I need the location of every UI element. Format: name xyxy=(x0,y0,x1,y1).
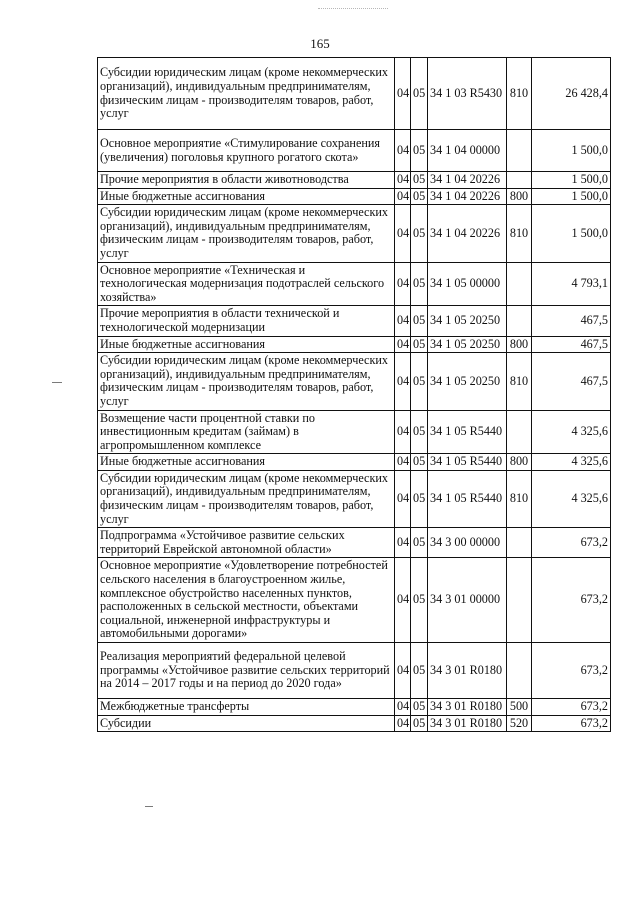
row-section: 04 xyxy=(395,188,411,205)
row-target-article: 34 3 00 00000 xyxy=(428,528,507,558)
row-target-article: 34 3 01 R0180 xyxy=(428,699,507,716)
margin-mark xyxy=(145,806,153,807)
row-section: 04 xyxy=(395,528,411,558)
scan-artifact xyxy=(318,8,388,15)
row-amount: 1 500,0 xyxy=(532,188,611,205)
row-expense-type: 520 xyxy=(507,715,532,732)
row-expense-type: 810 xyxy=(507,58,532,130)
table-row xyxy=(98,410,611,454)
row-section: 04 xyxy=(395,353,411,410)
row-name: Субсидии юридическим лицам (кроме некоммерческих организаций), индивидуальным предпринимателям, физическим лицам - производителям товаров, работ, услуг xyxy=(98,470,395,527)
row-amount: 673,2 xyxy=(532,715,611,732)
row-amount: 1 500,0 xyxy=(532,172,611,189)
row-amount: 673,2 xyxy=(532,699,611,716)
row-target-article: 34 1 04 20226 xyxy=(428,172,507,189)
table-row xyxy=(98,715,611,732)
row-section: 04 xyxy=(395,558,411,643)
row-amount: 26 428,4 xyxy=(532,58,611,130)
row-amount: 673,2 xyxy=(532,528,611,558)
row-section: 04 xyxy=(395,205,411,262)
row-name: Реализация мероприятий федеральной целевой программы «Устойчивое развитие сельских территорий на 2014 – 2017 годы и на период до 2020 года» xyxy=(98,643,395,699)
row-amount: 673,2 xyxy=(532,643,611,699)
row-expense-type: 810 xyxy=(507,470,532,527)
budget-table xyxy=(97,57,611,732)
row-target-article: 34 1 05 00000 xyxy=(428,262,507,306)
table-row xyxy=(98,699,611,716)
row-section: 04 xyxy=(395,172,411,189)
row-subsection: 05 xyxy=(411,336,428,353)
row-target-article: 34 1 03 R5430 xyxy=(428,58,507,130)
row-target-article: 34 1 05 R5440 xyxy=(428,454,507,471)
row-target-article: 34 1 05 R5440 xyxy=(428,410,507,454)
row-section: 04 xyxy=(395,58,411,130)
row-section: 04 xyxy=(395,306,411,336)
row-subsection: 05 xyxy=(411,188,428,205)
row-name: Субсидии xyxy=(98,715,395,732)
row-subsection: 05 xyxy=(411,470,428,527)
row-expense-type xyxy=(507,306,532,336)
row-name: Прочие мероприятия в области технической и технологической модернизации xyxy=(98,306,395,336)
row-name: Прочие мероприятия в области животноводства xyxy=(98,172,395,189)
row-subsection: 05 xyxy=(411,454,428,471)
row-subsection: 05 xyxy=(411,643,428,699)
row-target-article: 34 1 04 20226 xyxy=(428,205,507,262)
row-section: 04 xyxy=(395,715,411,732)
row-amount: 1 500,0 xyxy=(532,205,611,262)
table-row xyxy=(98,558,611,643)
row-expense-type xyxy=(507,643,532,699)
row-section: 04 xyxy=(395,262,411,306)
row-target-article: 34 3 01 R0180 xyxy=(428,643,507,699)
row-name: Возмещение части процентной ставки по инвестиционным кредитам (займам) в агропромышленном комплексе xyxy=(98,410,395,454)
row-name: Субсидии юридическим лицам (кроме некоммерческих организаций), индивидуальным предпринимателям, физическим лицам - производителям товаров, работ, услуг xyxy=(98,58,395,130)
row-expense-type xyxy=(507,558,532,643)
table-row xyxy=(98,643,611,699)
row-target-article: 34 1 05 20250 xyxy=(428,336,507,353)
row-target-article: 34 3 01 R0180 xyxy=(428,715,507,732)
row-subsection: 05 xyxy=(411,205,428,262)
row-amount: 467,5 xyxy=(532,353,611,410)
row-target-article: 34 1 05 20250 xyxy=(428,353,507,410)
row-subsection: 05 xyxy=(411,58,428,130)
row-subsection: 05 xyxy=(411,558,428,643)
row-subsection: 05 xyxy=(411,262,428,306)
row-expense-type xyxy=(507,410,532,454)
table-row xyxy=(98,130,611,172)
row-amount: 673,2 xyxy=(532,558,611,643)
row-name: Основное мероприятие «Техническая и технологическая модернизация подотраслей сельского хозяйства» xyxy=(98,262,395,306)
row-target-article: 34 1 04 00000 xyxy=(428,130,507,172)
row-subsection: 05 xyxy=(411,353,428,410)
row-name: Иные бюджетные ассигнования xyxy=(98,188,395,205)
row-subsection: 05 xyxy=(411,699,428,716)
row-amount: 467,5 xyxy=(532,336,611,353)
row-expense-type: 800 xyxy=(507,188,532,205)
row-amount: 4 325,6 xyxy=(532,470,611,527)
row-amount: 4 325,6 xyxy=(532,454,611,471)
table-row xyxy=(98,188,611,205)
table-row xyxy=(98,306,611,336)
row-subsection: 05 xyxy=(411,715,428,732)
row-section: 04 xyxy=(395,410,411,454)
row-amount: 4 793,1 xyxy=(532,262,611,306)
row-section: 04 xyxy=(395,699,411,716)
row-name: Подпрограмма «Устойчивое развитие сельских территорий Еврейской автономной области» xyxy=(98,528,395,558)
table-row xyxy=(98,336,611,353)
row-section: 04 xyxy=(395,643,411,699)
row-amount: 1 500,0 xyxy=(532,130,611,172)
row-expense-type xyxy=(507,130,532,172)
row-expense-type: 800 xyxy=(507,454,532,471)
table-row xyxy=(98,172,611,189)
row-subsection: 05 xyxy=(411,410,428,454)
row-name: Субсидии юридическим лицам (кроме некоммерческих организаций), индивидуальным предпринимателям, физическим лицам - производителям товаров, работ, услуг xyxy=(98,353,395,410)
row-section: 04 xyxy=(395,336,411,353)
table-row xyxy=(98,470,611,527)
table-row xyxy=(98,58,611,130)
row-section: 04 xyxy=(395,454,411,471)
row-target-article: 34 1 04 20226 xyxy=(428,188,507,205)
budget-table-body xyxy=(98,58,611,732)
table-row xyxy=(98,205,611,262)
row-expense-type xyxy=(507,172,532,189)
row-expense-type xyxy=(507,262,532,306)
row-name: Иные бюджетные ассигнования xyxy=(98,336,395,353)
row-subsection: 05 xyxy=(411,130,428,172)
page-number: 165 xyxy=(310,36,330,51)
row-target-article: 34 1 05 R5440 xyxy=(428,470,507,527)
row-expense-type xyxy=(507,528,532,558)
row-name: Субсидии юридическим лицам (кроме некоммерческих организаций), индивидуальным предпринимателям, физическим лицам - производителям товаров, работ, услуг xyxy=(98,205,395,262)
row-name: Межбюджетные трансферты xyxy=(98,699,395,716)
row-expense-type: 800 xyxy=(507,336,532,353)
row-target-article: 34 3 01 00000 xyxy=(428,558,507,643)
row-amount: 4 325,6 xyxy=(532,410,611,454)
row-expense-type: 810 xyxy=(507,205,532,262)
margin-mark xyxy=(52,382,62,383)
row-name: Основное мероприятие «Стимулирование сохранения (увеличения) поголовья крупного рогатого скота» xyxy=(98,130,395,172)
row-name: Основное мероприятие «Удовлетворение потребностей сельского населения в благоустроенном жилье, комплексное обустройство населенных пунктов, расположенных в сельской местности, объектами социальной, инженерной инфраструктуры и автомобильными дорогами» xyxy=(98,558,395,643)
table-row xyxy=(98,262,611,306)
row-section: 04 xyxy=(395,470,411,527)
table-row xyxy=(98,528,611,558)
row-subsection: 05 xyxy=(411,172,428,189)
row-target-article: 34 1 05 20250 xyxy=(428,306,507,336)
row-expense-type: 500 xyxy=(507,699,532,716)
table-row xyxy=(98,454,611,471)
row-name: Иные бюджетные ассигнования xyxy=(98,454,395,471)
row-subsection: 05 xyxy=(411,528,428,558)
row-amount: 467,5 xyxy=(532,306,611,336)
row-subsection: 05 xyxy=(411,306,428,336)
table-row xyxy=(98,353,611,410)
row-section: 04 xyxy=(395,130,411,172)
row-expense-type: 810 xyxy=(507,353,532,410)
